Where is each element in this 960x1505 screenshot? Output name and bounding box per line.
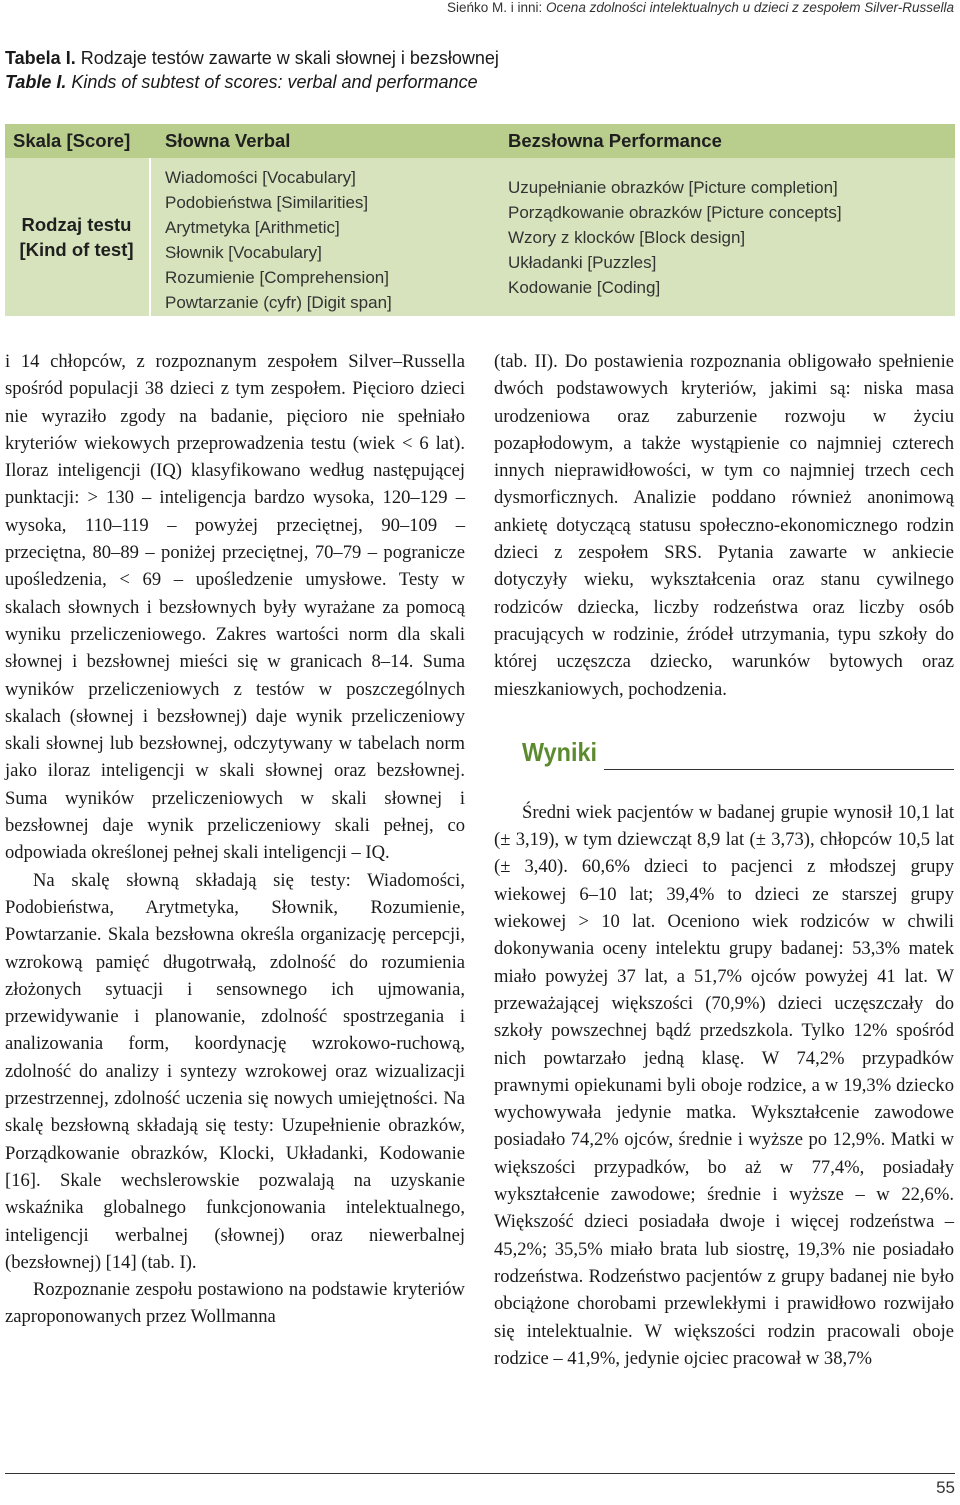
- section-heading-rule: [604, 769, 954, 770]
- table-header-verbal: Słowna Verbal: [165, 130, 291, 151]
- right-column: [494, 348, 954, 1372]
- performance-subtest-item: Układanki [Puzzles]: [508, 253, 657, 272]
- section-heading-results: [494, 736, 954, 779]
- performance-subtest-item: Porządkowanie obrazków [Picture concepts]: [508, 203, 842, 222]
- table-caption-en: [5, 70, 499, 94]
- right-paragraph-2: Średni wiek pacjentów w badanej grupie wynosił 10,1 lat (± 3,19), w tym dziewcząt 8,9 lat (± 3,73), chłopców 10,5 lat (± 3,40). 60,6% dzieci to pacjenci z młodszej grupy wiekowej 6–10 lat; 39,4% to dzieci ze starszej grupy wiekowej > 10 lat. Oceniono wiek rodziców w chwili dokonywania oceny intelektu grupy badanej: 53,3% matek miało powyżej 37 lat, a 51,7% ojców powyżej 41 lat. W przeważającej większości (70,9%) dzieci uczęszczały do szkoły powszechnej bądź przedszkola. Tylko 12% spośród nich powtarzało jedną klasę. W 74,2% przypadków prawnymi opiekunami byli oboje rodzice, a w 19,3% dziecko wychowywała jedynie matka. Wykształcenie zawodowe posiadało 74,2% ojców, średnie i wyższe po 12,9%. Matki w większości przypadków, bo aż w 77,4%, posiadały wykształcenie zawodowe; średnie i wyższe – w 22,6%. Większość dzieci posiadała dwoje i więcej rodzeństwa – 45,2%; 35,5% miało brata lub siostrę, 19,3% nie posiadało rodzeństwa. Rodzeństwo pacjentów z grupy badanej nie było obciążone chorobami przewlekłymi i prawidłowo rozwijało się intelektualnie. W większości rodzin pracowali oboje rodzice – 41,9%, jedynie ojciec pracował w 38,7%: [494, 801, 954, 1369]
- left-paragraph-1: i 14 chłopców, z rozpoznanym zespołem Silver–Russella spośród populacji 38 dzieci z tym zespołem. Pięcioro dzieci nie wyraziło zgody na badanie, pięcioro nie spełniało kryteriów wiekowych przeprowadzenia testu (wiek < 6 lat). Iloraz inteligencji (IQ) klasyfikowano według następującej punktacji: > 130 – inteligencja bardzo wysoka, 120–129 – wysoka, 110–119 – powyżej przeciętnej, 90–109 – przeciętna, 80–89 – poniżej przeciętnej, 70–79 – pogranicze upośledzenia, < 69 – upośledzenie umysłowe. Testy w skalach słownych i bezsłownych były wyrażane za pomocą wyniku przeliczeniowego. Zakres wartości norm dla skali słownej i bezsłownej mieści się w granicach 8–14. Suma wyników przeliczeniowych z testów w poszczególnych skalach (słownej i bezsłownej) daje wynik przeliczeniowy skali słownej lub bezsłownej, odczytywany w tabelach norm jako iloraz inteligencji w skali słownej oraz bezsłownej. Suma wyników przeliczeniowych w skali słownej i bezsłownej daje wynik przeliczeniowy skali pełnej, co odpowiada określonej pełnej skali inteligencji – IQ.: [5, 351, 465, 864]
- table-caption-pl-label: Tabela I.: [5, 48, 76, 68]
- table-column-divider: [149, 158, 151, 316]
- performance-subtest-item: Wzory z klocków [Block design]: [508, 228, 746, 247]
- table-caption-pl: [5, 46, 499, 70]
- left-paragraph-2: Na skalę słowną składają się testy: Wiadomości, Podobieństwa, Arytmetyka, Słownik, Rozumienie, Powtarzanie. Skala bezsłowna określa organizację percepcji, wzrokową pamięć długotrwałą, zdolność do rozumienia złożonych sytuacji i sensownego ich ujmowania, przewidywanie i planowanie, zdolność spostrzegania i analizowania form, koordynację wzrokowo-ruchową, zdolność do analizy i syntezy wzrokowej oraz wizualizacji przestrzennej, zdolność uczenia się nowych umiejętności. Na skalę bezsłowną składają się testy: Uzupełnienie obrazków, Porządkowanie obrazków, Klocki, Układanki, Kodowanie [16]. Skale wechslerowskie pozwalają na uzyskanie wskaźnika globalnego funkcjonowania intelektualnego, inteligencji werbalnej (słownej) oraz niewerbalnej (bezsłownej) [14] (tab. I).: [5, 869, 465, 1273]
- table-row-label-pl: Rodzaj testu: [21, 214, 132, 235]
- table-header-scale: Skala [Score]: [13, 130, 131, 151]
- performance-subtest-item: Uzupełnianie obrazków [Picture completion]: [508, 178, 838, 197]
- verbal-subtest-item: Arytmetyka [Arithmetic]: [165, 218, 340, 237]
- running-head-authors: Sieńko M. i inni:: [447, 0, 547, 15]
- table-caption-pl-text: Rodzaje testów zawarte w skali słownej i bezsłownej: [75, 48, 499, 68]
- left-column: [5, 348, 465, 1331]
- table-header-performance: Bezsłowna Performance: [508, 130, 722, 151]
- running-head-title: Ocena zdolności intelektualnych u dzieci z zespołem Silver-Russella: [546, 0, 954, 15]
- performance-subtest-list: [508, 175, 842, 300]
- table-header-row: [5, 124, 955, 158]
- page-number: 55: [936, 1478, 955, 1497]
- table-row-label-en: [Kind of test]: [19, 239, 134, 260]
- verbal-subtest-item: Słownik [Vocabulary]: [165, 243, 322, 262]
- verbal-subtest-item: Podobieństwa [Similarities]: [165, 193, 369, 212]
- verbal-subtest-list: [165, 165, 392, 315]
- running-head: [447, 0, 954, 15]
- right-paragraph-1: (tab. II). Do postawienia rozpoznania obligowało spełnienie dwóch podstawowych kryteriów, jakimi są: niska masa urodzeniowa oraz zaburzenie rozwoju w życiu pozapłodowym, a także wystąpienie co najmniej czterech innych nieprawidłowości, w tym co najmniej trzech cech dysmorficznych. Analizie poddano również anonimową ankietę dotyczącą statusu społeczno-ekonomicznego rodzin dzieci z zespołem SRS. Pytania zawarte w ankiecie dotyczyły wieku, wykształcenia oraz stanu cywilnego rodziców dziecka, liczby rodzeństwa oraz liczby osób pracujących w rodzinie, źródeł utrzymania, typu szkoły do której uczęszcza dziecko, warunków bytowych oraz mieszkaniowych, pochodzenia.: [494, 351, 954, 700]
- verbal-subtest-item: Powtarzanie (cyfr) [Digit span]: [165, 293, 392, 312]
- performance-subtest-item: Kodowanie [Coding]: [508, 278, 661, 297]
- table-captions: [5, 46, 499, 94]
- verbal-subtest-item: Rozumienie [Comprehension]: [165, 268, 389, 287]
- verbal-subtest-item: Wiadomości [Vocabulary]: [165, 168, 356, 187]
- section-heading-text: Wyniki: [522, 736, 597, 767]
- table-caption-en-text: Kinds of subtest of scores: verbal and performance: [66, 72, 478, 92]
- left-paragraph-3: Rozpoznanie zespołu postawiono na podstawie kryteriów zaproponowanych przez Wollmanna: [5, 1279, 465, 1328]
- table-caption-en-label: Table I.: [5, 72, 67, 92]
- footer-rule: [5, 1473, 955, 1474]
- table-row-label: [5, 158, 148, 316]
- subtest-table: [5, 124, 955, 316]
